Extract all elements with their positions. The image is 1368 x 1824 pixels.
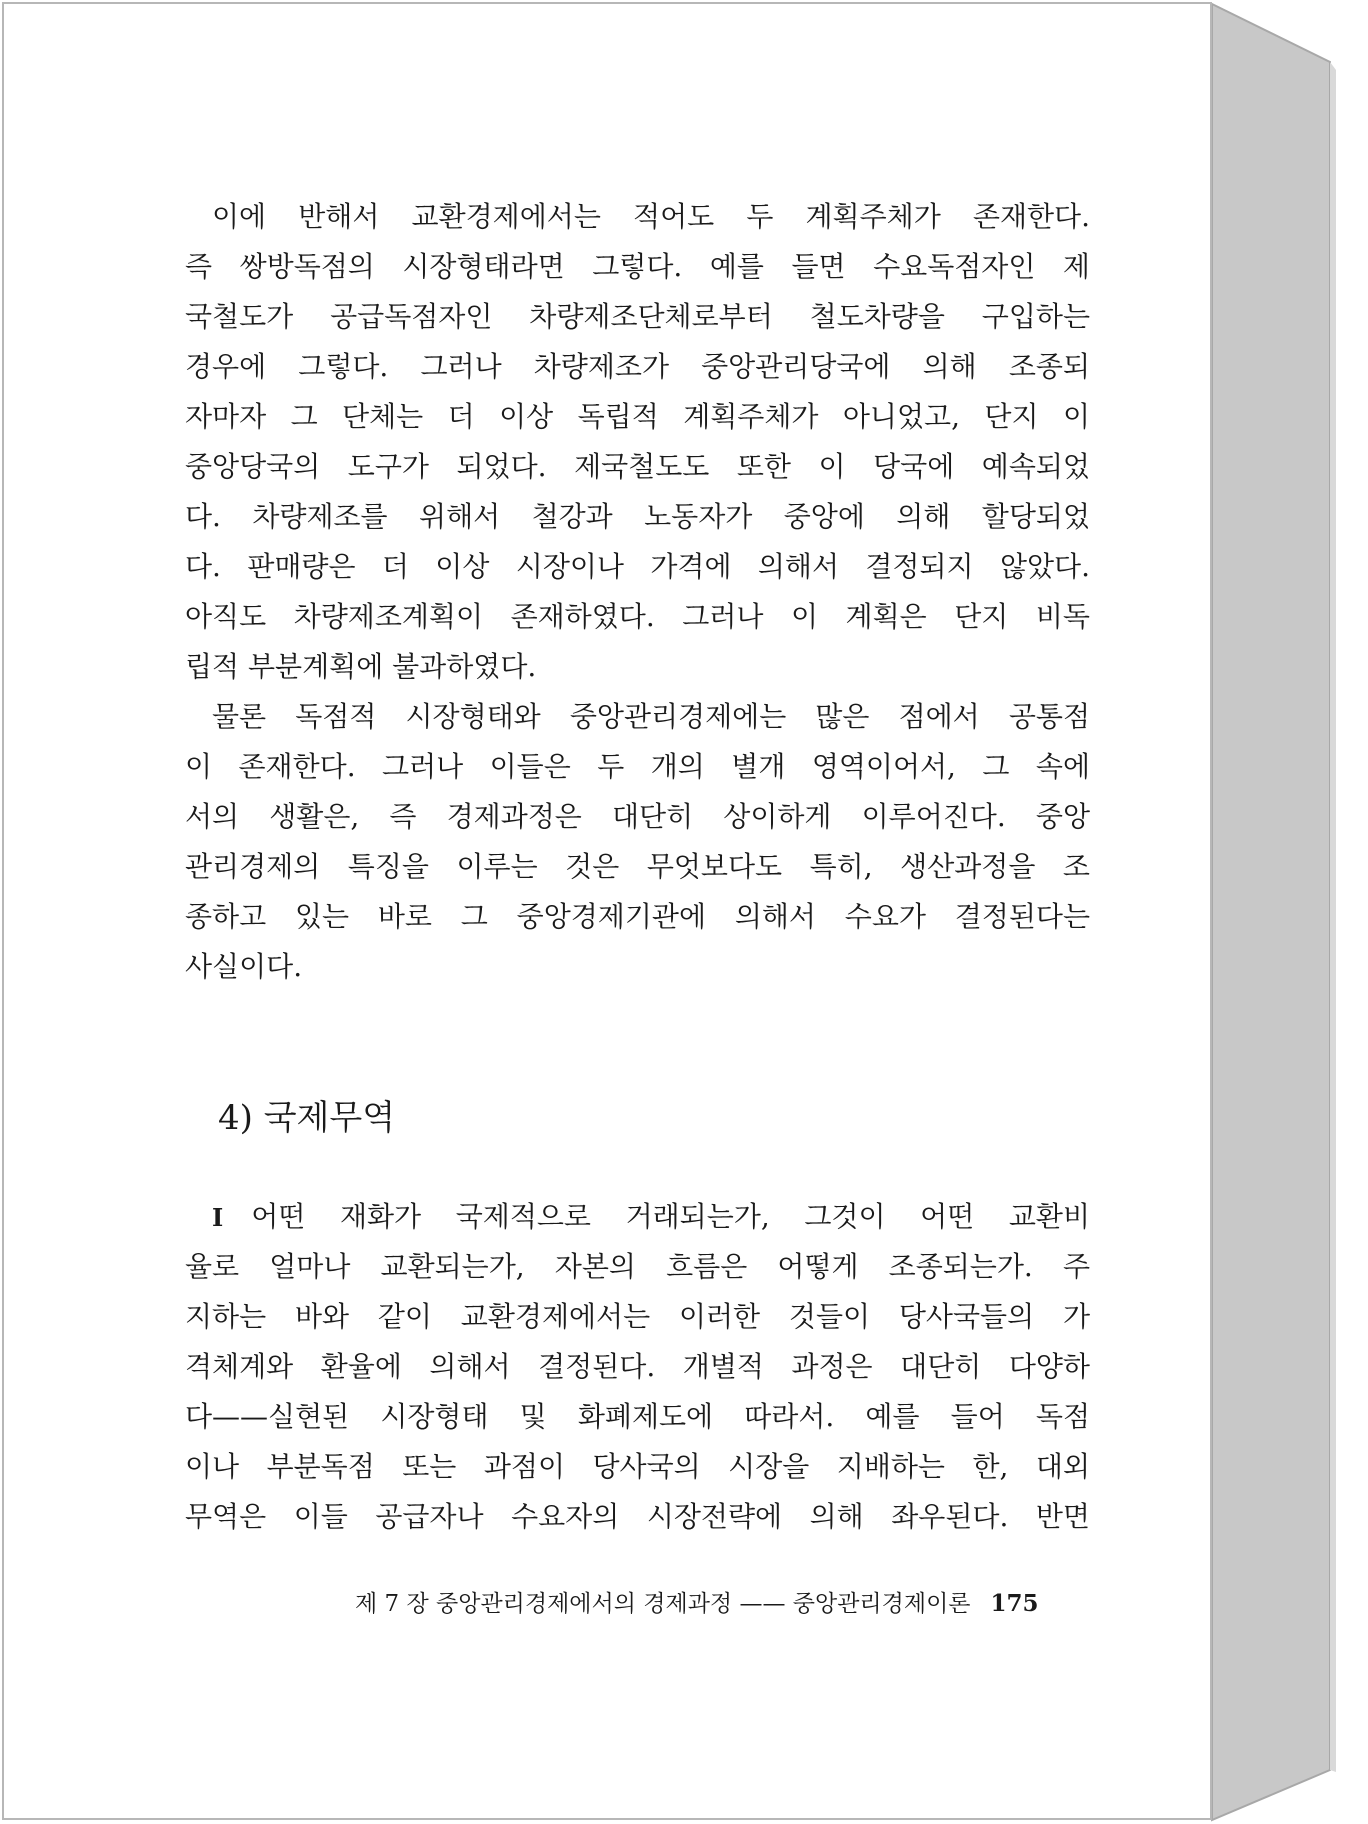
text-line: 국철도가 공급독점자인 차량제조단체로부터 철도차량을 구입하는 (185, 300, 1090, 333)
text-line-content: 어떤 재화가 국제적으로 거래되는가, 그것이 어떤 교환비 (251, 1200, 1090, 1233)
text-line: 즉 쌍방독점의 시장형태라면 그렇다. 예를 들면 수요독점자인 제 (185, 250, 1090, 283)
text-line: 아직도 차량제조계획이 존재하였다. 그러나 이 계획은 단지 비독 (185, 600, 1090, 633)
text-line: 율로 얼마나 교환되는가, 자본의 흐름은 어떻게 조종되는가. 주 (185, 1250, 1090, 1283)
text-line: 물론 독점적 시장형태와 중앙관리경제에는 많은 점에서 공통점 (212, 700, 1090, 733)
text-line: 립적 부분계획에 불과하였다. (185, 650, 537, 683)
text-line: 관리경제의 특징을 이루는 것은 무엇보다도 특히, 생산과정을 조 (185, 850, 1090, 883)
section-heading: 4) 국제무역 (218, 1098, 396, 1138)
text-line: 중앙당국의 도구가 되었다. 제국철도도 또한 이 당국에 예속되었 (185, 450, 1090, 483)
text-line: 이 존재한다. 그러나 이들은 두 개의 별개 영역이어서, 그 속에 (185, 750, 1090, 783)
footer-chapter-title: 제 7 장 중앙관리경제에서의 경제과정 —— 중앙관리경제이론 (355, 1591, 971, 1617)
text-line: 이나 부분독점 또는 과점이 당사국의 시장을 지배하는 한, 대외 (185, 1450, 1090, 1483)
text-line: 이에 반해서 교환경제에서는 적어도 두 계획주체가 존재한다. (212, 200, 1090, 233)
paragraph-block-3 (185, 1192, 1090, 1542)
text-line: 무역은 이들 공급자나 수요자의 시장전략에 의해 좌우된다. 반면 (185, 1500, 1090, 1533)
text-line: 격체계와 환율에 의해서 결정된다. 개별적 과정은 대단히 다양하 (185, 1350, 1090, 1383)
text-line: 서의 생활은, 즉 경제과정은 대단히 상이하게 이루어진다. 중앙 (185, 800, 1090, 833)
text-line: 자마자 그 단체는 더 이상 독립적 계획주체가 아니었고, 단지 이 (185, 400, 1090, 433)
paragraph-block-1 (185, 192, 1090, 992)
text-line: 사실이다. (185, 950, 303, 983)
text-line: 다. 차량제조를 위해서 철강과 노동자가 중앙에 의해 할당되었 (185, 500, 1090, 533)
page-number: 175 (990, 1590, 1039, 1617)
running-footer (355, 1585, 1039, 1618)
text-line: 경우에 그렇다. 그러나 차량제조가 중앙관리당국에 의해 조종되 (185, 350, 1090, 383)
text-line: 지하는 바와 같이 교환경제에서는 이러한 것들이 당사국들의 가 (185, 1300, 1090, 1333)
book-side-shadow (1330, 62, 1336, 1772)
section-number: I (212, 1203, 224, 1232)
text-line: 종하고 있는 바로 그 중앙경제기관에 의해서 수요가 결정된다는 (185, 900, 1090, 933)
text-line: 다. 판매량은 더 이상 시장이나 가격에 의해서 결정되지 않았다. (185, 550, 1090, 583)
book-side-face (1212, 4, 1330, 1820)
text-line: 다——실현된 시장형태 및 화폐제도에 따라서. 예를 들어 독점 (185, 1400, 1090, 1433)
text-line-first (185, 1192, 1090, 1242)
